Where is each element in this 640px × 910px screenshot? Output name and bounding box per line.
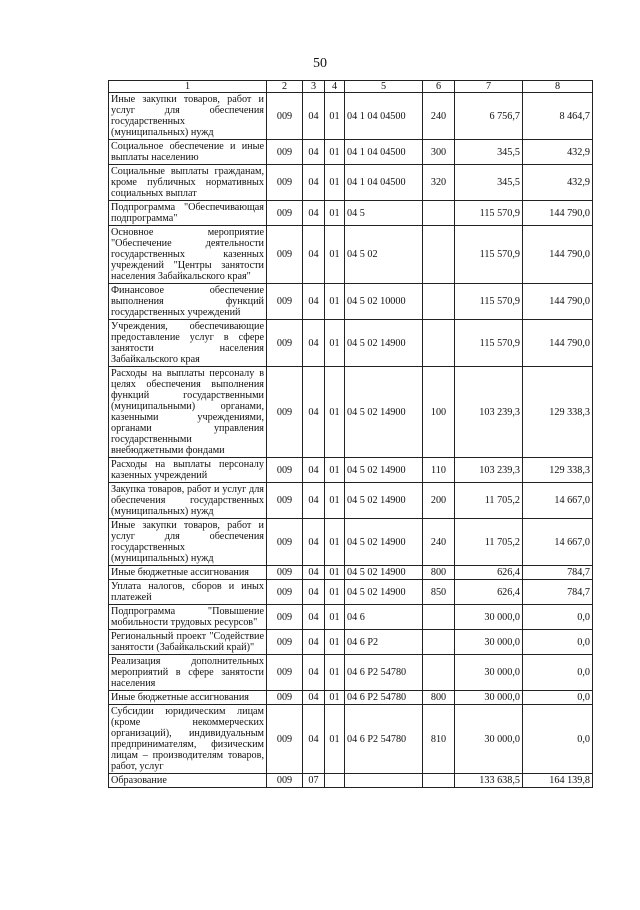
table-row [109,458,593,483]
cell-col2: 009 [267,458,303,483]
cell-col6 [423,630,455,655]
table-row [109,226,593,284]
cell-col2: 009 [267,483,303,519]
cell-col2: 009 [267,630,303,655]
cell-col6 [423,655,455,691]
cell-col3: 04 [303,580,325,605]
row-name-cell: Подпрограмма "Обеспечивающая подпрограмма" [109,201,267,226]
column-header: 5 [345,81,423,93]
cell-col3: 04 [303,566,325,580]
cell-col4: 01 [325,201,345,226]
cell-col5: 04 1 04 04500 [345,165,423,201]
cell-col6 [423,605,455,630]
cell-col6: 800 [423,691,455,705]
row-name-cell: Региональный проект "Содействие занятости (Забайкальский край)" [109,630,267,655]
cell-col7: 103 239,3 [455,367,523,458]
cell-col4: 01 [325,140,345,165]
cell-col7: 30 000,0 [455,705,523,774]
cell-col6 [423,284,455,320]
row-name-cell: Учреждения, обеспечивающие предоставление услуг в сфере занятости населения Забайкальского края [109,320,267,367]
cell-col6: 320 [423,165,455,201]
cell-col5: 04 5 02 [345,226,423,284]
cell-col4 [325,774,345,788]
table-row [109,705,593,774]
cell-col7: 133 638,5 [455,774,523,788]
cell-col7: 345,5 [455,140,523,165]
cell-col3: 04 [303,165,325,201]
cell-col8: 14 667,0 [523,519,593,566]
cell-col4: 01 [325,691,345,705]
cell-col5: 04 5 [345,201,423,226]
table-row [109,691,593,705]
table-row [109,165,593,201]
cell-col3: 04 [303,367,325,458]
cell-col7: 626,4 [455,580,523,605]
cell-col3: 04 [303,691,325,705]
cell-col5: 04 6 [345,605,423,630]
cell-col5: 04 5 02 14900 [345,580,423,605]
row-name-cell: Основное мероприятие "Обеспечение деятельности государственных казенных учреждений "Центры занятости населения Забайкальского края" [109,226,267,284]
cell-col7: 115 570,9 [455,201,523,226]
cell-col6: 810 [423,705,455,774]
cell-col4: 01 [325,93,345,140]
cell-col6: 800 [423,566,455,580]
cell-col7: 345,5 [455,165,523,201]
cell-col6: 300 [423,140,455,165]
cell-col6: 850 [423,580,455,605]
cell-col4: 01 [325,655,345,691]
cell-col3: 04 [303,605,325,630]
cell-col2: 009 [267,284,303,320]
cell-col4: 01 [325,226,345,284]
cell-col3: 04 [303,705,325,774]
cell-col8: 784,7 [523,566,593,580]
cell-col6 [423,201,455,226]
column-header: 2 [267,81,303,93]
cell-col3: 04 [303,655,325,691]
cell-col3: 04 [303,140,325,165]
table-row [109,566,593,580]
row-name-cell: Расходы на выплаты персоналу в целях обеспечения выполнения функций государственными (муниципальными) органами, казенными учреждениями, органами управления государственными внебюджетными фондами [109,367,267,458]
cell-col5: 04 5 02 14900 [345,458,423,483]
cell-col7: 30 000,0 [455,605,523,630]
row-name-cell: Иные закупки товаров, работ и услуг для обеспечения государственных (муниципальных) нужд [109,93,267,140]
table-row [109,605,593,630]
cell-col8: 0,0 [523,605,593,630]
cell-col3: 07 [303,774,325,788]
cell-col8: 144 790,0 [523,284,593,320]
cell-col6 [423,226,455,284]
column-header: 3 [303,81,325,93]
cell-col8: 129 338,3 [523,367,593,458]
cell-col5: 04 5 02 14900 [345,566,423,580]
row-name-cell: Субсидии юридическим лицам (кроме некоммерческих организаций), индивидуальным предпринимателям, физическим лицам – производителям товаров, работ, услуг [109,705,267,774]
cell-col4: 01 [325,165,345,201]
cell-col5: 04 5 02 14900 [345,320,423,367]
table-row [109,519,593,566]
cell-col2: 009 [267,705,303,774]
budget-table [108,80,593,788]
column-header: 8 [523,81,593,93]
cell-col7: 30 000,0 [455,691,523,705]
row-name-cell: Закупка товаров, работ и услуг для обеспечения государственных (муниципальных) нужд [109,483,267,519]
cell-col3: 04 [303,284,325,320]
cell-col5: 04 6 P2 54780 [345,655,423,691]
row-name-cell: Иные закупки товаров, работ и услуг для обеспечения государственных (муниципальных) нужд [109,519,267,566]
cell-col2: 009 [267,566,303,580]
cell-col2: 009 [267,140,303,165]
cell-col8: 144 790,0 [523,201,593,226]
table-body [109,93,593,788]
row-name-cell: Иные бюджетные ассигнования [109,691,267,705]
cell-col2: 009 [267,605,303,630]
cell-col8: 0,0 [523,705,593,774]
cell-col8: 0,0 [523,691,593,705]
cell-col5 [345,774,423,788]
cell-col5: 04 5 02 10000 [345,284,423,320]
cell-col4: 01 [325,605,345,630]
cell-col7: 115 570,9 [455,320,523,367]
cell-col3: 04 [303,519,325,566]
cell-col4: 01 [325,284,345,320]
cell-col8: 8 464,7 [523,93,593,140]
table-row [109,367,593,458]
cell-col6: 100 [423,367,455,458]
cell-col2: 009 [267,367,303,458]
cell-col4: 01 [325,580,345,605]
cell-col8: 164 139,8 [523,774,593,788]
cell-col3: 04 [303,93,325,140]
cell-col3: 04 [303,201,325,226]
table-header-row [109,81,593,93]
cell-col5: 04 5 02 14900 [345,519,423,566]
cell-col3: 04 [303,630,325,655]
table-row [109,580,593,605]
cell-col8: 144 790,0 [523,226,593,284]
cell-col5: 04 5 02 14900 [345,367,423,458]
column-header: 7 [455,81,523,93]
cell-col2: 009 [267,655,303,691]
cell-col7: 30 000,0 [455,655,523,691]
table-row [109,93,593,140]
cell-col4: 01 [325,566,345,580]
cell-col4: 01 [325,519,345,566]
row-name-cell: Расходы на выплаты персоналу казенных учреждений [109,458,267,483]
cell-col6 [423,774,455,788]
cell-col7: 6 756,7 [455,93,523,140]
cell-col6: 240 [423,519,455,566]
cell-col2: 009 [267,201,303,226]
cell-col4: 01 [325,367,345,458]
cell-col7: 11 705,2 [455,483,523,519]
cell-col7: 103 239,3 [455,458,523,483]
table-row [109,774,593,788]
cell-col4: 01 [325,458,345,483]
column-header: 1 [109,81,267,93]
cell-col8: 784,7 [523,580,593,605]
cell-col4: 01 [325,320,345,367]
cell-col5: 04 6 P2 54780 [345,705,423,774]
cell-col5: 04 1 04 04500 [345,93,423,140]
cell-col2: 009 [267,774,303,788]
cell-col5: 04 6 P2 54780 [345,691,423,705]
column-header: 6 [423,81,455,93]
cell-col2: 009 [267,691,303,705]
cell-col3: 04 [303,458,325,483]
cell-col2: 009 [267,226,303,284]
row-name-cell: Образование [109,774,267,788]
cell-col8: 14 667,0 [523,483,593,519]
cell-col7: 115 570,9 [455,226,523,284]
cell-col2: 009 [267,519,303,566]
cell-col8: 129 338,3 [523,458,593,483]
cell-col2: 009 [267,93,303,140]
cell-col7: 626,4 [455,566,523,580]
cell-col2: 009 [267,580,303,605]
row-name-cell: Подпрограмма "Повышение мобильности трудовых ресурсов" [109,605,267,630]
table-row [109,140,593,165]
row-name-cell: Иные бюджетные ассигнования [109,566,267,580]
cell-col8: 144 790,0 [523,320,593,367]
row-name-cell: Социальное обеспечение и иные выплаты населению [109,140,267,165]
cell-col5: 04 1 04 04500 [345,140,423,165]
cell-col2: 009 [267,320,303,367]
row-name-cell: Финансовое обеспечение выполнения функций государственных учреждений [109,284,267,320]
cell-col8: 0,0 [523,655,593,691]
table-row [109,655,593,691]
cell-col4: 01 [325,630,345,655]
row-name-cell: Реализация дополнительных мероприятий в сфере занятости населения [109,655,267,691]
cell-col3: 04 [303,226,325,284]
row-name-cell: Социальные выплаты гражданам, кроме публичных нормативных социальных выплат [109,165,267,201]
cell-col4: 01 [325,705,345,774]
table-row [109,284,593,320]
cell-col6: 200 [423,483,455,519]
cell-col8: 0,0 [523,630,593,655]
cell-col6: 110 [423,458,455,483]
cell-col6 [423,320,455,367]
cell-col7: 11 705,2 [455,519,523,566]
cell-col6: 240 [423,93,455,140]
cell-col3: 04 [303,320,325,367]
cell-col8: 432,9 [523,140,593,165]
cell-col3: 04 [303,483,325,519]
table-row [109,201,593,226]
cell-col8: 432,9 [523,165,593,201]
cell-col5: 04 5 02 14900 [345,483,423,519]
cell-col7: 30 000,0 [455,630,523,655]
cell-col5: 04 6 P2 [345,630,423,655]
row-name-cell: Уплата налогов, сборов и иных платежей [109,580,267,605]
page-number: 50 [313,56,327,71]
table-row [109,483,593,519]
table-row [109,630,593,655]
cell-col2: 009 [267,165,303,201]
cell-col4: 01 [325,483,345,519]
cell-col7: 115 570,9 [455,284,523,320]
table-row [109,320,593,367]
column-header: 4 [325,81,345,93]
